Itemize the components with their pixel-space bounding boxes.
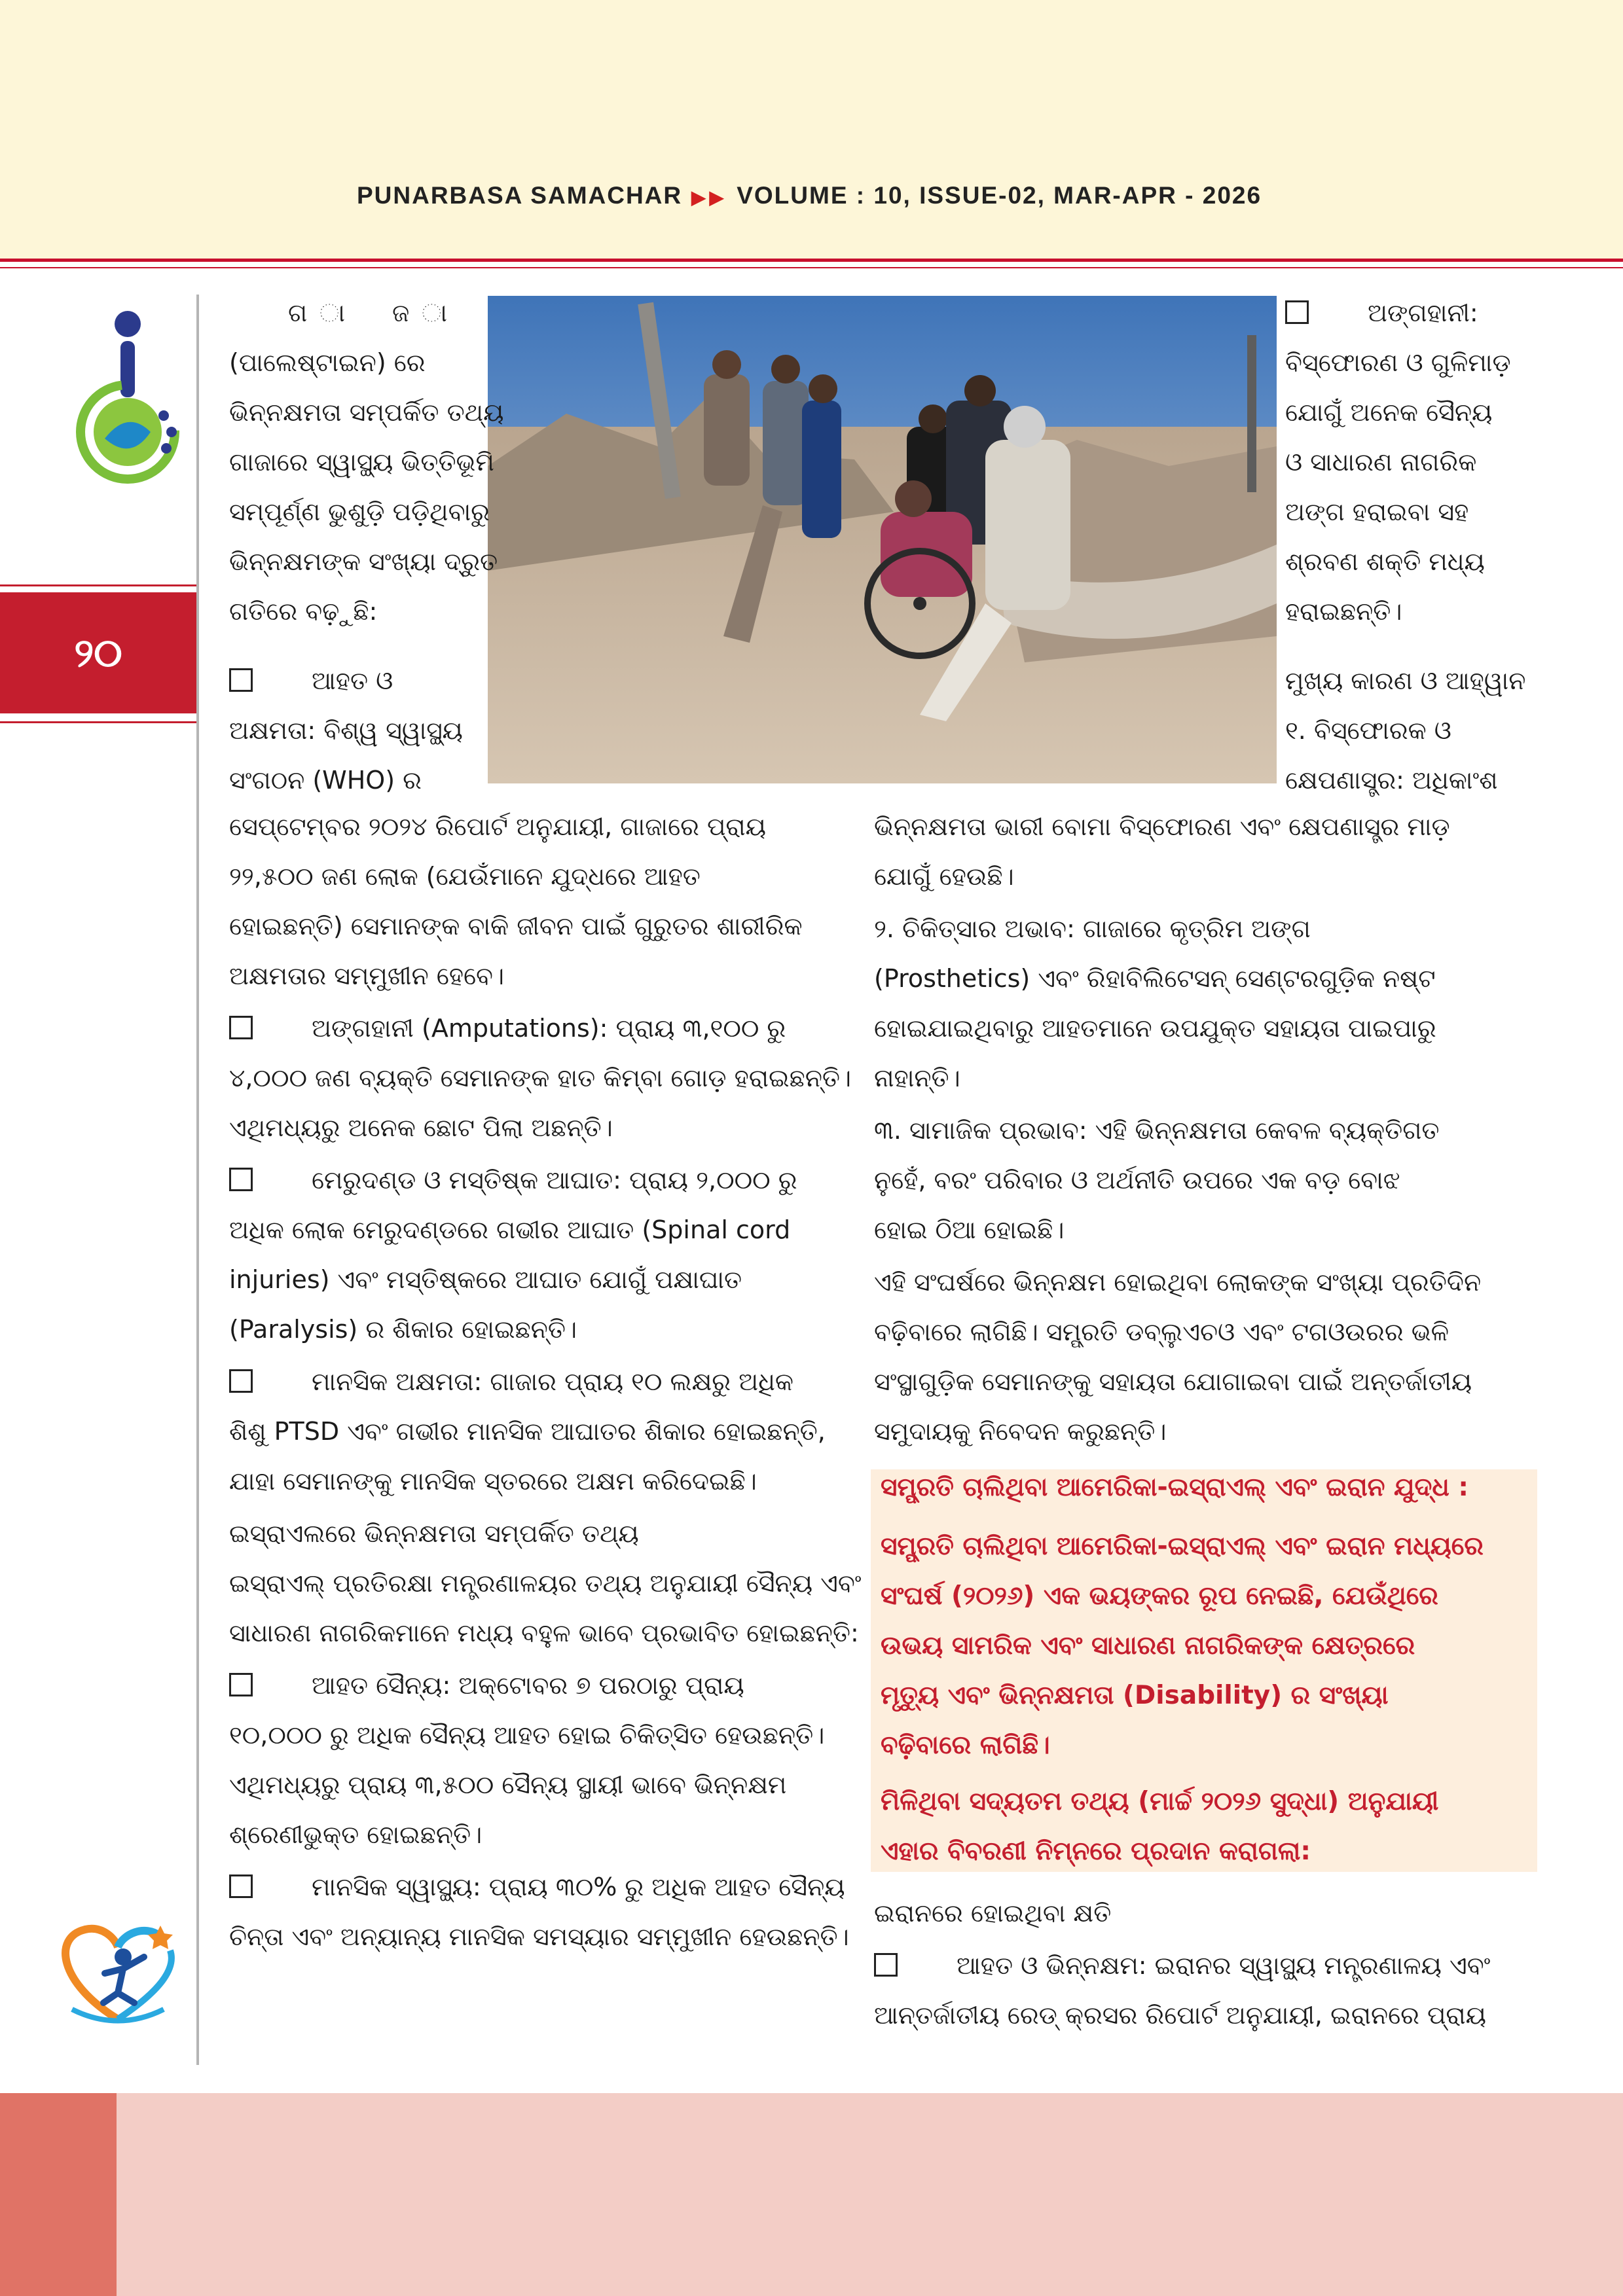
text-line: ଯୋଗୁଁ ହେଉଛି।: [874, 862, 1014, 891]
text-line: ଏଥିମଧ୍ୟରୁ ଅନେକ ଛୋଟ ପିଲା ଅଛନ୍ତି।: [229, 1113, 613, 1142]
text-line: ହୋଇଯାଇଥିବାରୁ ଆହତମାନେ ଉପଯୁକ୍ତ ସହାୟତା ପାଇପାରୁ: [874, 1014, 1436, 1043]
text-line: ସମ୍ପୂର୍ଣ୍ଣ ଭୁଶୁଡ଼ି ପଡ଼ିଥିବାରୁ: [229, 497, 490, 526]
bullet-line: ଆହତ ସୈନ୍ୟ: ଅକ୍ଟୋବର ୭ ପରଠାରୁ ପ୍ରାୟ: [229, 1660, 744, 1710]
footer-band: [0, 2093, 1623, 2296]
header-band: [0, 0, 1623, 259]
bullet-line: ଆହତ ଓ ଭିନ୍ନକ୍ଷମ: ଇରାନର ସ୍ୱାସ୍ଥ୍ୟ ମନ୍ତ୍ରଣାଳୟ ଏବଂ: [874, 1941, 1490, 1990]
checkbox-icon: [229, 668, 253, 692]
highlight-line: ବଢ଼ିବାରେ ଲାଗିଛି।: [881, 1731, 1050, 1760]
bullet-line: ଅଙ୍ଗହାନୀ:: [1285, 288, 1478, 338]
bullet-line: ଅଙ୍ଗହାନୀ (Amputations): ପ୍ରାୟ ୩,୧୦୦ ରୁ: [229, 1003, 786, 1053]
checkbox-icon: [229, 1016, 253, 1039]
highlight-line: ମୃତ୍ୟୁ ଏବଂ ଭିନ୍ନକ୍ଷମତା (Disability) ର ସଂଖ୍ୟା: [881, 1681, 1389, 1710]
header-rule: [0, 259, 1623, 262]
highlight-line: ଏହାର ବିବରଣୀ ନିମ୍ନରେ ପ୍ରଦାନ କରାଗଲା:: [881, 1837, 1311, 1866]
highlight-line: ମିଳିଥିବା ସଦ୍ୟତମ ତଥ୍ୟ (ମାର୍ଚ୍ଚ ୨୦୨୬ ସୁଦ୍ଧା) ଅନୁଯାୟୀ: [881, 1787, 1439, 1816]
highlight-line: ଉଭୟ ସାମରିକ ଏବଂ ସାଧାରଣ ନାଗରିକଙ୍କ କ୍ଷେତ୍ରରେ: [881, 1631, 1415, 1660]
subheading: ଇରାନରେ ହୋଇଥିବା କ୍ଷତି: [874, 1899, 1112, 1928]
checkbox-icon: [229, 1369, 253, 1393]
text-line: ସଂଗଠନ (WHO) ର: [229, 766, 422, 795]
wheelchair-evacuation-photo: [488, 296, 1277, 783]
text-line: ୨. ଚିକିତ୍ସାର ଅଭାବ: ଗାଜାରେ କୃତ୍ରିମ ଅଙ୍ଗ: [874, 914, 1311, 943]
bullet-line: ମାନସିକ ଅକ୍ଷମତା: ଗାଜାର ପ୍ରାୟ ୧୦ ଲକ୍ଷରୁ ଅଧିକ: [229, 1357, 793, 1407]
text-line: ଶିଶୁ PTSD ଏବଂ ଗଭୀର ମାନସିକ ଆଘାତର ଶିକାର ହୋଇଛନ୍ତି,: [229, 1417, 826, 1446]
text-line: ଅକ୍ଷମତାର ସମ୍ମୁଖୀନ ହେବେ।: [229, 961, 505, 990]
publication-name: PUNARBASA SAMACHAR: [357, 182, 683, 209]
bullet-line: ମେରୁଦଣ୍ଡ ଓ ମସ୍ତିଷ୍କ ଆଘାତ: ପ୍ରାୟ ୨,୦୦୦ ରୁ: [229, 1155, 797, 1205]
text-line: ଏହି ସଂଘର୍ଷରେ ଭିନ୍ନକ୍ଷମ ହୋଇଥିବା ଲୋକଙ୍କ ସଂଖ୍ୟା ପ୍ରତିଦିନ: [874, 1268, 1482, 1297]
text-line: ୨୨,୫୦୦ ଜଣ ଲୋକ (ଯେଉଁମାନେ ଯୁଦ୍ଧରେ ଆହତ: [229, 862, 701, 891]
text-line: ଚିନ୍ତା ଏବଂ ଅନ୍ୟାନ୍ୟ ମାନସିକ ସମସ୍ୟାର ସମ୍ମୁଖୀନ ହେଉଛନ୍ତି।: [229, 1922, 849, 1951]
page-number-box: [0, 592, 196, 713]
checkbox-icon: [229, 1874, 253, 1898]
text-line: ଭିନ୍ନକ୍ଷମତା ଭାରୀ ବୋମା ବିସ୍ଫୋରଣ ଏବଂ କ୍ଷେପଣାସ୍ତ୍ର ମାଡ଼: [874, 812, 1450, 841]
text-line: ଶ୍ରେଣୀଭୁକ୍ତ ହୋଇଛନ୍ତି।: [229, 1820, 483, 1849]
column-rule: [196, 295, 199, 2065]
bullet-line: ଆହତ ଓ: [229, 656, 393, 706]
highlight-line: ସଂଘର୍ଷ (୨୦୨୬) ଏକ ଭୟଙ୍କର ରୂପ ନେଇଛି, ଯେଉଁଥିରେ: [881, 1581, 1438, 1611]
text-line: କ୍ଷେପଣାସ୍ତ୍ର: ଅଧିକାଂଶ: [1285, 766, 1498, 795]
footer-accent: [0, 2093, 117, 2296]
text-line: ଓ ସାଧାରଣ ନାଗରିକ: [1285, 448, 1477, 476]
text-line: ବଢ଼ିବାରେ ଲାଗିଛି। ସମ୍ପ୍ରତି ଡବ୍ଲୁଏଚଓ ଏବଂ ଟଗଓଉରର ଭଳି: [874, 1318, 1450, 1346]
text-line: ଅଙ୍ଗ ହରାଇବା ସହ: [1285, 497, 1469, 526]
checkbox-icon: [229, 1673, 253, 1696]
header-rule-thin: [0, 267, 1623, 268]
heart-person-logo-icon: [46, 1911, 190, 2029]
text-line: ଅଧିକ ଲୋକ ମେରୁଦଣ୍ଡରେ ଗଭୀର ଆଘାତ (Spinal cord: [229, 1215, 791, 1244]
issue-info: VOLUME : 10, ISSUE-02, MAR-APR - 2026: [737, 182, 1262, 209]
text-line: ହୋଇ ଠିଆ ହୋଇଛି।: [874, 1215, 1065, 1244]
text-line: injuries) ଏବଂ ମସ୍ତିଷ୍କରେ ଆଘାତ ଯୋଗୁଁ ପକ୍ଷାଘାତ: [229, 1265, 742, 1294]
bullet-line: ମାନସିକ ସ୍ୱାସ୍ଥ୍ୟ: ପ୍ରାୟ ୩୦% ରୁ ଅଧିକ ଆହତ ସୈନ୍ୟ: [229, 1862, 845, 1912]
text-line: ଇସ୍ରାଏଲ୍ ପ୍ରତିରକ୍ଷା ମନ୍ତ୍ରଣାଳୟର ତଥ୍ୟ ଅନୁଯାୟୀ ସୈନ୍ୟ ଏବଂ: [229, 1569, 862, 1598]
text-line: ୧୦,୦୦୦ ରୁ ଅଧିକ ସୈନ୍ୟ ଆହତ ହୋଇ ଚିକିତ୍ସିତ ହେଉଛନ୍ତି।: [229, 1721, 825, 1749]
text-line: ସଂସ୍ଥାଗୁଡ଼ିକ ସେମାନଙ୍କୁ ସହାୟତା ଯୋଗାଇବା ପାଇଁ ଅନ୍ତର୍ଜାତୀୟ: [874, 1367, 1472, 1396]
text-line: ଆନ୍ତର୍ଜାତୀୟ ରେଡ୍ କ୍ରସର ରିପୋର୍ଟ ଅନୁଯାୟୀ, ଇରାନରେ ପ୍ରାୟ: [874, 2001, 1486, 2030]
wheelchair-logo-icon: [65, 298, 190, 494]
section-heading-line: ଭିନ୍ନକ୍ଷମତା ସମ୍ପର୍କିତ ତଥ୍ୟ: [229, 398, 504, 427]
text-line: ସମୁଦାୟକୁ ନିବେଦନ କରୁଛନ୍ତି।: [874, 1417, 1167, 1446]
text-line: ଏଥିମଧ୍ୟରୁ ପ୍ରାୟ ୩,୫୦୦ ସୈନ୍ୟ ସ୍ଥାୟୀ ଭାବେ ଭିନ୍ନକ୍ଷମ: [229, 1770, 787, 1799]
text-line: ନାହାନ୍ତି।: [874, 1064, 960, 1092]
section-heading: ଗ ା ଜ ା: [288, 298, 467, 327]
text-line: ୧. ବିସ୍ଫୋରକ ଓ: [1285, 716, 1451, 745]
text-line: ଭିନ୍ନକ୍ଷମଙ୍କ ସଂଖ୍ୟା ଦ୍ରୁତ: [229, 547, 498, 576]
checkbox-icon: [1285, 300, 1309, 324]
subheading: ମୁଖ୍ୟ କାରଣ ଓ ଆହ୍ୱାନ: [1285, 666, 1526, 695]
text-line: ନୁହେଁ, ବରଂ ପରିବାର ଓ ଅର୍ଥନୀତି ଉପରେ ଏକ ବଡ଼ ବୋଝ: [874, 1166, 1400, 1194]
text-line: ସାଧାରଣ ନାଗରିକମାନେ ମଧ୍ୟ ବହୁଳ ଭାବେ ପ୍ରଭାବିତ ହୋଇଛନ୍ତି:: [229, 1619, 859, 1647]
checkbox-icon: [229, 1168, 253, 1191]
page-number: ୨୦: [74, 630, 122, 676]
text-line: ୩. ସାମାଜିକ ପ୍ରଭାବ: ଏହି ଭିନ୍ନକ୍ଷମତା କେବଳ ବ୍ୟକ୍ତିଗତ: [874, 1116, 1440, 1145]
text-line: (Prosthetics) ଏବଂ ରିହାବିଲିଟେସନ୍ ସେଣ୍ଟରଗୁଡ଼ିକ ନଷ୍ଟ: [874, 964, 1436, 993]
page-number-rule: [0, 584, 196, 586]
subheading: ଇସ୍ରାଏଲରେ ଭିନ୍ନକ୍ଷମତା ସମ୍ପର୍କିତ ତଥ୍ୟ: [229, 1519, 639, 1548]
highlight-line: ସମ୍ପ୍ରତି ଚାଲିଥିବା ଆମେରିକା-ଇସ୍ରାଏଲ୍ ଏବଂ ଇରାନ ମଧ୍ୟରେ: [881, 1532, 1484, 1561]
text-line: ଯୋଗୁଁ ଅନେକ ସୈନ୍ୟ: [1285, 398, 1493, 427]
checkbox-icon: [874, 1953, 898, 1977]
text-line: ବିସ୍ଫୋରଣ ଓ ଗୁଳିମାଡ଼: [1285, 348, 1511, 377]
section-heading-line: (ପାଲେଷ୍ଟାଇନ) ରେ: [229, 348, 426, 377]
text-line: ଗତିରେ ବଢ଼ୁଛି:: [229, 597, 378, 626]
text-line: ଗାଜାରେ ସ୍ୱାସ୍ଥ୍ୟ ଭିତ୍ତିଭୂମି: [229, 448, 494, 476]
text-line: ଶ୍ରବଣ ଶକ୍ତି ମଧ୍ୟ: [1285, 547, 1485, 576]
text-line: (Paralysis) ର ଶିକାର ହୋଇଛନ୍ତି।: [229, 1315, 577, 1344]
text-line: ୪,୦୦୦ ଜଣ ବ୍ୟକ୍ତି ସେମାନଙ୍କ ହାତ କିମ୍ବା ଗୋଡ଼ ହରାଇଛନ୍ତି।: [229, 1064, 852, 1092]
text-line: ଯାହା ସେମାନଙ୍କୁ ମାନସିକ ସ୍ତରରେ ଅକ୍ଷମ କରିଦେଇଛି।: [229, 1467, 757, 1496]
running-header: [357, 182, 1470, 209]
text-line: ଅକ୍ଷମତା: ବିଶ୍ୱ ସ୍ୱାସ୍ଥ୍ୟ: [229, 716, 463, 745]
page-number-rule: [0, 721, 196, 723]
text-line: ସେପ୍ଟେମ୍ବର ୨୦୨୪ ରିପୋର୍ଟ ଅନୁଯାୟୀ, ଗାଜାରେ ପ୍ରାୟ: [229, 812, 766, 841]
text-line: ହରାଇଛନ୍ତି।: [1285, 597, 1402, 626]
text-line: ହୋଇଛନ୍ତି) ସେମାନଙ୍କ ବାକି ଜୀବନ ପାଇଁ ଗୁରୁତର ଶାରୀରିକ: [229, 912, 803, 941]
double-arrow-icon: ▶▶: [691, 187, 728, 207]
highlight-heading: ସମ୍ପ୍ରତି ଚାଲିଥିବା ଆମେରିକା-ଇସ୍ରାଏଲ୍ ଏବଂ ଇରାନ ଯୁଦ୍ଧ :: [881, 1473, 1468, 1502]
